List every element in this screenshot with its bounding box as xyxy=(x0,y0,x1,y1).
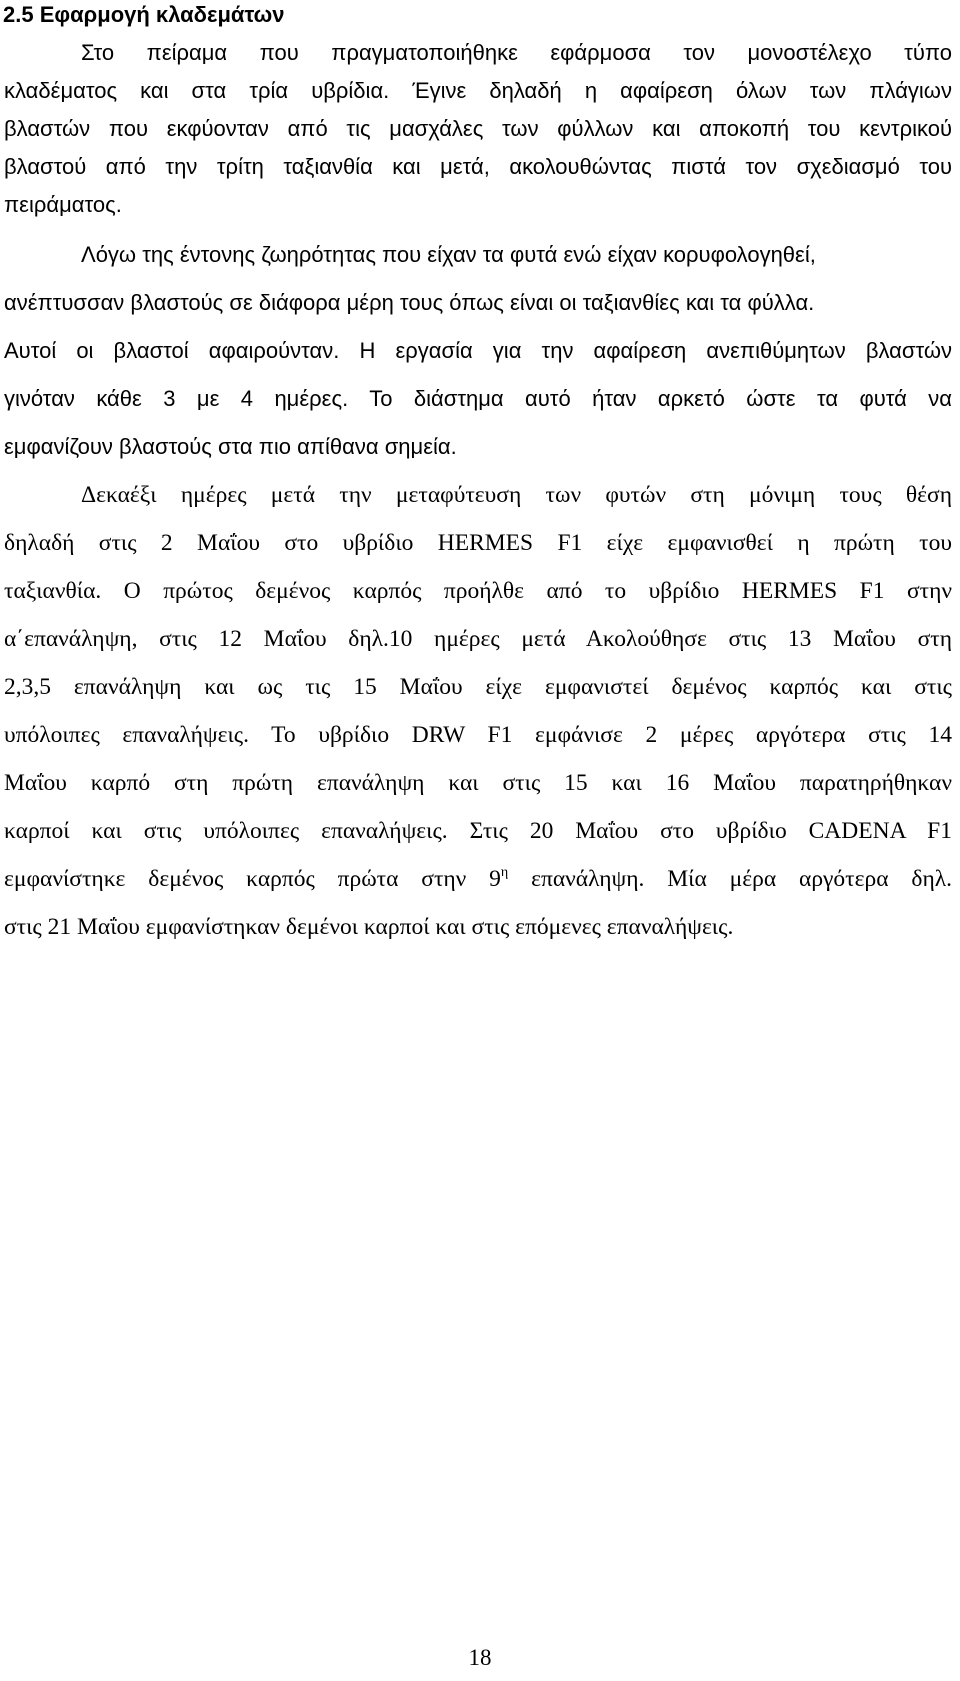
paragraph-line: Δεκαέξι ημέρες μετά την μεταφύτευση των φυτών στη μόνιμη τους θέση xyxy=(81,482,952,508)
paragraph-line: Στο πείραμα που πραγματοποιήθηκε εφάρμοσα τον μονοστέλεχο τύπο xyxy=(81,40,952,65)
paragraph-line: κλαδέματος και στα τρία υβρίδια. Έγινε δηλαδή η αφαίρεση όλων των πλάγιων xyxy=(4,78,952,103)
paragraph-line: δηλαδή στις 2 Μαΐου στο υβρίδιο HERMES F1 είχε εμφανισθεί η πρώτη του xyxy=(4,530,952,556)
paragraph-line: καρποί και στις υπόλοιπες επαναλήψεις. Στις 20 Μαΐου στο υβρίδιο CADENA F1 xyxy=(4,818,952,844)
paragraph-line: βλαστού από την τρίτη ταξιανθία και μετά, ακολουθώντας πιστά τον σχεδιασμό του xyxy=(4,154,952,179)
line-text-end: επανάληψη. Μία μέρα αργότερα δηλ. xyxy=(531,866,953,892)
paragraph-line: στις 21 Μαΐου εμφανίστηκαν δεμένοι καρποί και στις επόμενες επαναλήψεις. xyxy=(4,914,734,940)
section-heading: 2.5 Εφαρμογή κλαδεμάτων xyxy=(3,2,285,27)
paragraph-line: Αυτοί οι βλαστοί αφαιρούνταν. Η εργασία για την αφαίρεση ανεπιθύμητων βλαστών xyxy=(4,338,952,363)
paragraph-line: εμφανίζουν βλαστούς στα πιο απίθανα σημεία. xyxy=(4,434,457,459)
paragraph-line xyxy=(0,864,960,894)
paragraph-line: 2,3,5 επανάληψη και ως τις 15 Μαΐου είχε εμφανιστεί δεμένος καρπός και στις xyxy=(4,674,952,700)
page-number: 18 xyxy=(468,1645,492,1670)
paragraph-line: α΄επανάληψη, στις 12 Μαΐου δηλ.10 ημέρες μετά Ακολούθησε στις 13 Μαΐου στη xyxy=(4,626,952,652)
paragraph-line: γινόταν κάθε 3 με 4 ημέρες. Το διάστημα αυτό ήταν αρκετό ώστε τα φυτά να xyxy=(4,386,952,411)
line-text-start: εμφανίστηκε δεμένος καρπός πρώτα στην 9 xyxy=(4,866,501,892)
paragraph-line: βλαστών που εκφύονταν από τις μασχάλες των φύλλων και αποκοπή του κεντρικού xyxy=(4,116,952,141)
paragraph-line: υπόλοιπες επαναλήψεις. Το υβρίδιο DRW F1 εμφάνισε 2 μέρες αργότερα στις 14 xyxy=(4,722,952,748)
paragraph-line: Μαΐου καρπό στη πρώτη επανάληψη και στις 15 και 16 Μαΐου παρατηρήθηκαν xyxy=(4,770,952,796)
paragraph-line: ταξιανθία. Ο πρώτος δεμένος καρπός προήλθε από το υβρίδιο HERMES F1 στην xyxy=(4,578,952,604)
superscript-eta: η xyxy=(500,865,509,880)
paragraph-line: πειράματος. xyxy=(4,192,122,217)
paragraph-line: ανέπτυσσαν βλαστούς σε διάφορα μέρη τους όπως είναι οι ταξιανθίες και τα φύλλα. xyxy=(4,290,815,315)
paragraph-line: Λόγω της έντονης ζωηρότητας που είχαν τα φυτά ενώ είχαν κορυφολογηθεί, xyxy=(81,242,816,267)
